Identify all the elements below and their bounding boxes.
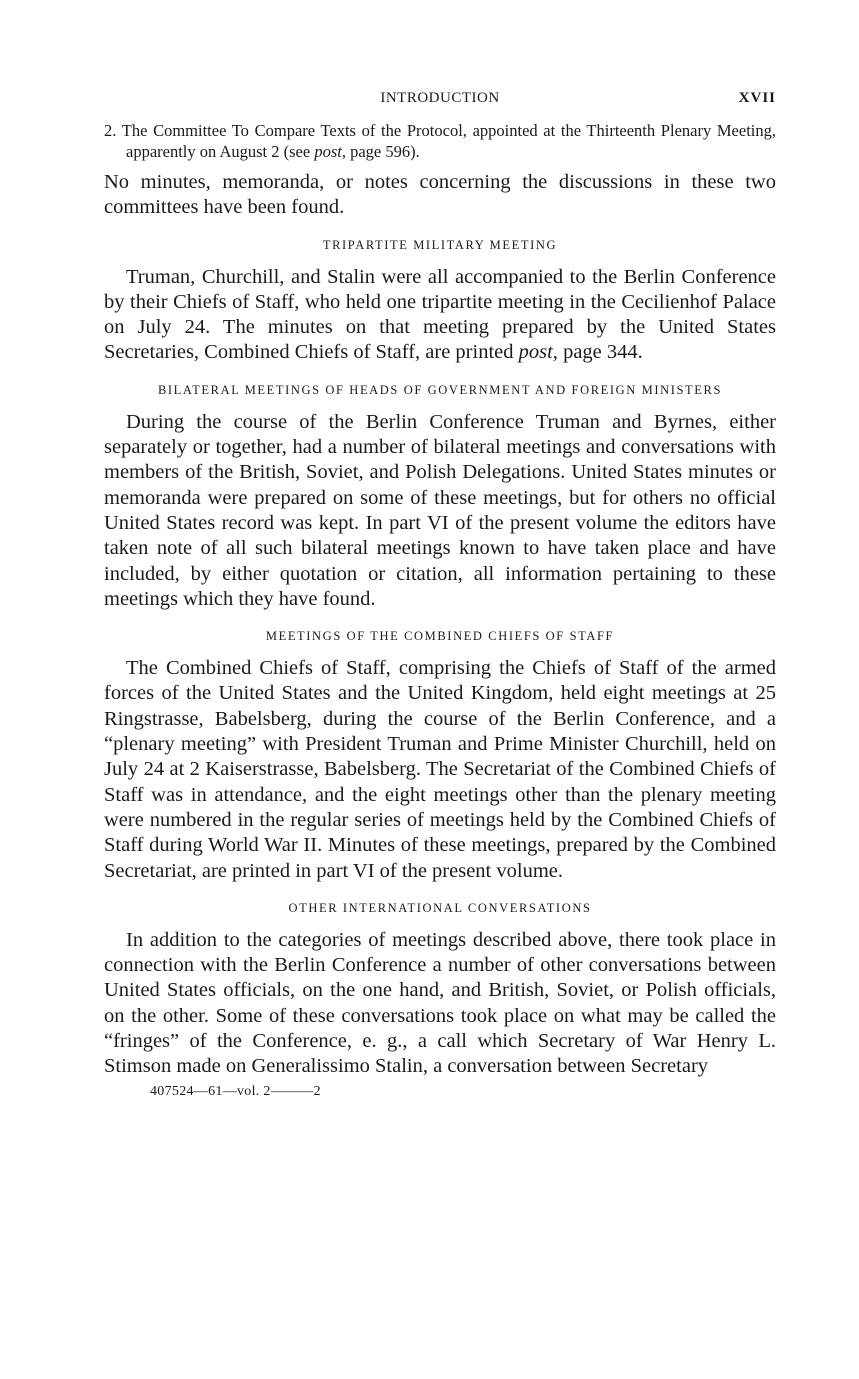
list-item-text-before: 2. The Committee To Compare Texts of the Protocol, appointed at the Thirteenth Plenary Meeting, apparently on August 2 (see [104,121,776,161]
paragraph-other: In addition to the categories of meetings described above, there took place in connection with the Berlin Conference a number of other conversations between United States officials, on the one hand, and British, Soviet, or Polish officials, on the other. Some of these conversations took place on what may be called the “fringes” of the Conference, e. g., a call which Secretary of War Henry L. Stimson made on Generalissimo Stalin, a conversation between Secretary [104,928,776,1078]
heading-ccs: MEETINGS OF THE COMBINED CHIEFS OF STAFF [265,629,615,644]
heading-bilateral: BILATERAL MEETINGS OF HEADS OF GOVERNMENT AND FOREIGN MINISTERS [157,382,722,397]
list-item-text-after: page 596). [345,142,420,161]
heading-tripartite: TRIPARTITE MILITARY MEETING [322,237,558,252]
paragraph-tripartite-end: page 344. [557,341,643,364]
printer-signature: 407524—61—vol. 2———2 [150,1083,321,1099]
paragraph-tripartite-text: Truman, Churchill, and Stalin were all accompanied to the Berlin Conference by their Chiefs of Staff, who held one tripartite meeting in the Cecilienhof Palace on July 24. The minutes on that meeting prepared by the United States Secretaries, Combined Chiefs of Staff, are printed [104,265,776,364]
page-number: XVII [738,90,776,106]
paragraph-ccs: The Combined Chiefs of Staff, comprising the Chiefs of Staff of the armed forces of the United States and the United Kingdom, held eight meetings at 25 Ringstrasse, Babelsberg, during the course of the Berlin Conference, and a “plenary meeting” with President Truman and Prime Minister Churchill, held on July 24 at 2 Kaiserstrasse, Babelsberg. The Secretariat of the Combined Chiefs of Staff was in attendance, and the eight meetings other than the plenary meeting were numbered in the regular series of meetings held by the Combined Chiefs of Staff during World War II. Minutes of these meetings, prepared by the Combined Secretariat, are printed in part VI of the present volume. [104,657,776,882]
document-page [104,86,776,1100]
running-head-title: INTRODUCTION [380,90,500,106]
heading-other: OTHER INTERNATIONAL CONVERSATIONS [288,900,592,915]
paragraph-intro: No minutes, memoranda, or notes concerning the discussions in these two committees have been found. [104,171,776,219]
paragraph-tripartite-italic: post, [518,341,558,364]
list-item-committee [104,120,776,162]
paragraph-tripartite [104,265,776,366]
list-item-italic: post, [314,142,346,161]
paragraph-bilateral: During the course of the Berlin Conference Truman and Byrnes, either separately or together, had a number of bilateral meetings and conversations with members of the British, Soviet, and Polish Delegations. United States minutes or memoranda were prepared on some of these meetings, but for others no official United States record was kept. In part VI of the present volume the editors have taken note of all such bilateral meetings known to have taken place and have included, by either quotation or citation, all information pertaining to these meetings which they have found. [104,410,776,610]
running-head [104,86,776,112]
